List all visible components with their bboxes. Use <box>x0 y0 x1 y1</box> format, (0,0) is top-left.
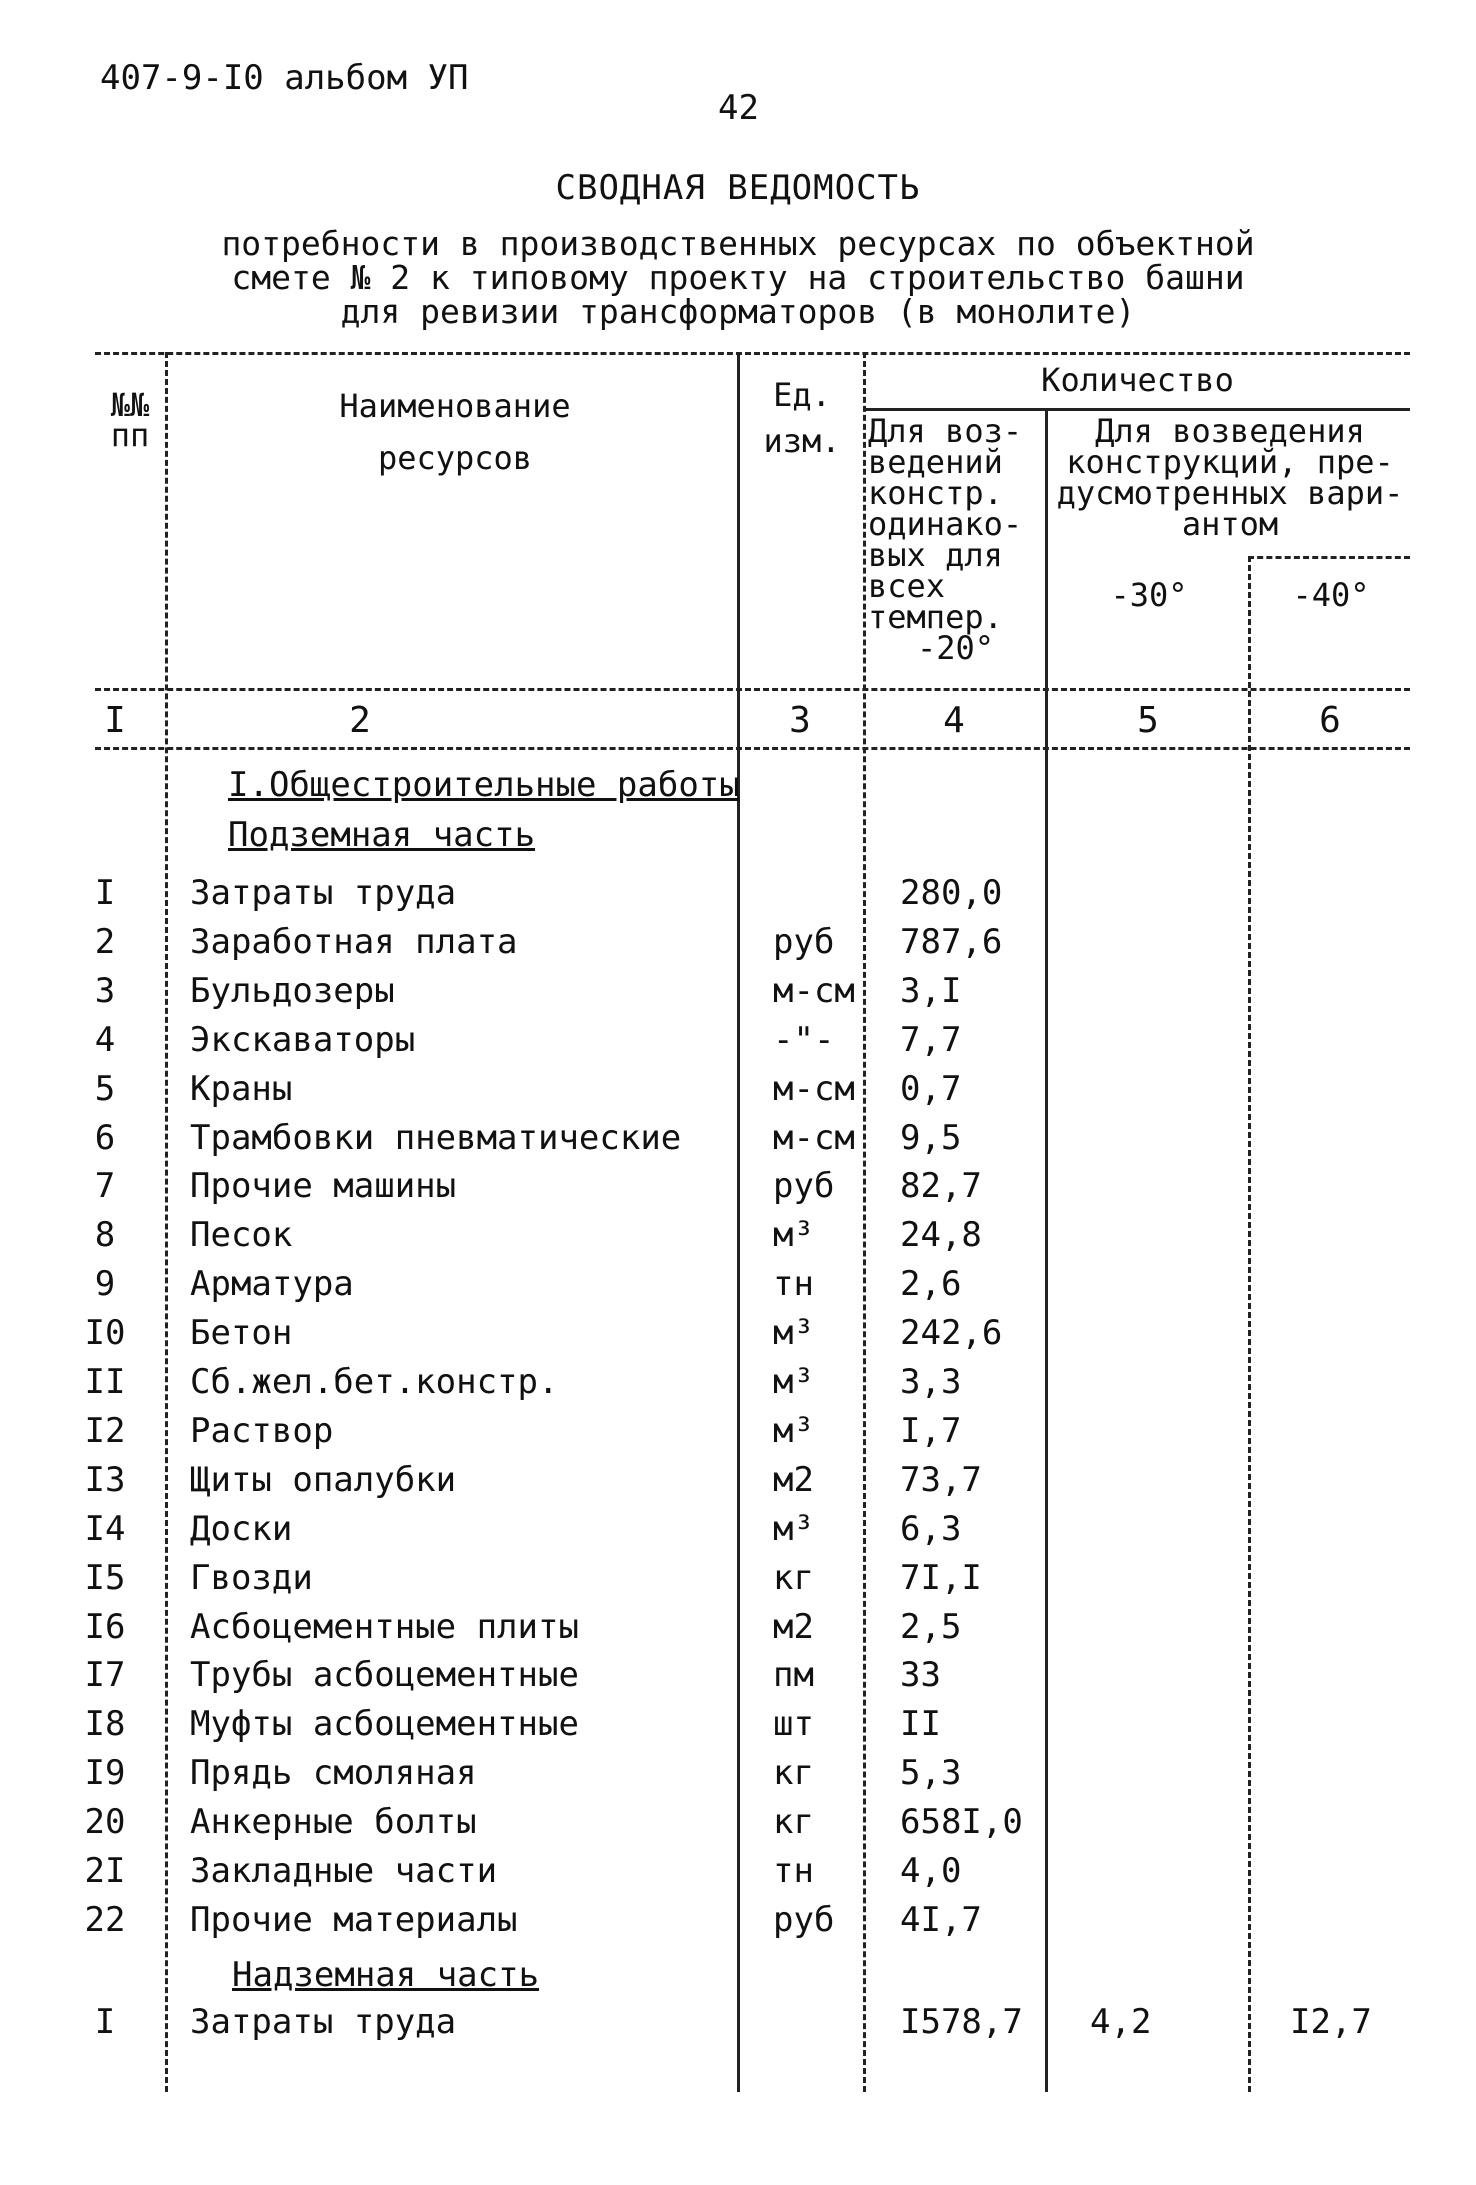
qty-col4: 4I,7 <box>900 1899 982 1940</box>
table-row <box>0 1607 1476 1656</box>
resource-name: Заработная плата <box>190 921 518 962</box>
header-name-line2: ресурсов <box>377 439 533 477</box>
resource-name: Трубы асбоцементные <box>190 1655 579 1696</box>
row-number: 2 <box>94 921 116 962</box>
qty-col5: 4,2 <box>1090 2002 1152 2042</box>
header-unit <box>742 372 862 464</box>
subtitle-line-2: смете № 2 к типовому проекту на строительство башни <box>231 258 1245 297</box>
qty-col4: 5,3 <box>900 1753 962 1794</box>
unit: м-см <box>773 1117 855 1158</box>
resource-name: Краны <box>190 1068 293 1109</box>
qty-col4: 658I,0 <box>900 1802 1023 1843</box>
table-row <box>0 1851 1476 1900</box>
row-number: 6 <box>94 1117 116 1158</box>
row-number: I4 <box>84 1508 126 1549</box>
resource-name: Трамбовки пневматические <box>190 1117 682 1158</box>
row-number: 4 <box>94 1019 116 1060</box>
row-number: I9 <box>84 1753 126 1794</box>
unit: тн <box>773 1264 814 1305</box>
colnum-2: 2 <box>349 700 371 741</box>
unit: м³ <box>773 1215 814 1256</box>
row-number: 7 <box>94 1166 116 1207</box>
row-number: I7 <box>84 1655 126 1696</box>
qty-col4: 7,7 <box>900 1019 962 1060</box>
variant-line3: дусмотренных вари- <box>1056 474 1404 512</box>
table-row <box>0 1704 1476 1753</box>
header-num-line2: пп <box>110 416 150 454</box>
table-row <box>0 873 1476 922</box>
table-row <box>0 1509 1476 1558</box>
unit: тн <box>773 1851 814 1891</box>
resource-name: Бетон <box>190 1313 293 1354</box>
row-number: I <box>94 873 116 913</box>
row-number: 20 <box>84 1802 126 1843</box>
unit: -"- <box>773 1019 835 1060</box>
resource-name: Затраты труда <box>190 873 457 913</box>
header-name <box>170 380 740 484</box>
qty-col4: 2,5 <box>900 1606 962 1647</box>
qty-col4: 3,3 <box>900 1362 962 1402</box>
table-row <box>0 1460 1476 1509</box>
subsection-underground: Подземная часть <box>228 815 536 855</box>
header-num-line1: №№ <box>110 386 150 424</box>
table-row <box>0 1215 1476 1264</box>
row-number: 3 <box>94 970 116 1011</box>
qty-col4: 24,8 <box>900 1215 982 1256</box>
unit: кг <box>773 1557 814 1598</box>
subsection-aboveground: Надземная часть <box>232 1955 540 1995</box>
unit: м³ <box>773 1508 814 1549</box>
unit: кг <box>773 1802 814 1843</box>
colnum-6: 6 <box>1319 700 1341 741</box>
qty-col4: 787,6 <box>900 921 1003 962</box>
row-number: I3 <box>84 1459 126 1500</box>
row-number: 22 <box>84 1899 126 1940</box>
qty-col4: 242,6 <box>900 1313 1003 1354</box>
unit: шт <box>773 1704 814 1745</box>
row-number: I2 <box>84 1410 126 1451</box>
qty-col4: 73,7 <box>900 1459 982 1500</box>
table-row <box>0 1118 1476 1167</box>
col4-line2: ведений <box>868 443 1003 481</box>
variant-line4: антом <box>1181 505 1279 543</box>
table-row <box>0 1411 1476 1460</box>
qty-col4: 82,7 <box>900 1166 982 1207</box>
subtitle-line-1: потребности в производственных ресурсах по объектной <box>221 224 1255 263</box>
colnum-bottom-rule <box>95 747 1410 750</box>
qty-col4: 0,7 <box>900 1068 962 1109</box>
row-number: I5 <box>84 1557 126 1598</box>
qty-col4: 33 <box>900 1655 941 1696</box>
header-unit-line2: изм. <box>763 422 841 460</box>
unit: м2 <box>773 1606 814 1647</box>
header-name-line1: Наименование <box>339 387 571 425</box>
page-number: 42 <box>718 88 759 128</box>
row-number: II <box>84 1362 126 1402</box>
qty-col4: II <box>900 1704 941 1745</box>
qty-col4: 280,0 <box>900 873 1003 913</box>
row-number: I8 <box>84 1704 126 1745</box>
variant-line2: конструкций, пре- <box>1066 443 1394 481</box>
table-row <box>0 1264 1476 1313</box>
table-row <box>0 971 1476 1020</box>
table-row <box>0 1166 1476 1215</box>
col4-line7: темпер. <box>868 598 1003 636</box>
resource-name: Доски <box>190 1508 293 1549</box>
unit: м-см <box>773 1068 855 1109</box>
row-number: I <box>94 2002 116 2042</box>
unit: пм <box>773 1655 814 1696</box>
table-row <box>0 1802 1476 1851</box>
header-bottom-rule <box>95 688 1410 691</box>
table-row <box>0 1558 1476 1607</box>
section-title: I.Общестроительные работы <box>228 765 740 805</box>
variant-rule <box>1248 556 1410 559</box>
document-title: СВОДНАЯ ВЕДОМОСТЬ <box>555 168 921 208</box>
resource-name: Асбоцементные плиты <box>190 1606 579 1647</box>
quantity-rule <box>865 408 1410 411</box>
row-number: 8 <box>94 1215 116 1256</box>
table-row <box>0 1753 1476 1802</box>
row-number: 9 <box>94 1264 116 1305</box>
table-row <box>0 1900 1476 1949</box>
header-col4 <box>868 412 1043 667</box>
colnum-3: 3 <box>789 700 811 741</box>
row-number: I0 <box>84 1313 126 1354</box>
unit: м³ <box>773 1313 814 1354</box>
header-col5: -30° <box>1110 576 1188 614</box>
unit: руб <box>773 1166 835 1207</box>
table-row <box>0 2002 1476 2051</box>
qty-col4: 3,I <box>900 970 962 1011</box>
variant-line1: Для возведения <box>1095 412 1365 450</box>
header-variant-group <box>1050 412 1410 543</box>
colnum-1: I <box>104 700 126 741</box>
resource-name: Экскаваторы <box>190 1019 416 1060</box>
qty-col6: I2,7 <box>1290 2002 1372 2042</box>
col4-line4: одинако- <box>868 505 1023 543</box>
resource-name: Прядь смоляная <box>190 1753 477 1794</box>
qty-col4: I,7 <box>900 1410 962 1451</box>
unit: кг <box>773 1753 814 1794</box>
col4-line6: всех <box>868 567 946 605</box>
resource-name: Песок <box>190 1215 293 1256</box>
unit: м2 <box>773 1459 814 1500</box>
resource-name: Анкерные болты <box>190 1802 477 1843</box>
qty-col4: 6,3 <box>900 1508 962 1549</box>
col4-line3: констр. <box>868 474 1003 512</box>
header-quantity: Количество <box>1041 361 1234 399</box>
unit: м³ <box>773 1410 814 1451</box>
unit: руб <box>773 1899 835 1940</box>
header-col6: -40° <box>1292 576 1370 614</box>
col4-line1: Для воз- <box>868 412 1023 450</box>
album-code: 407-9-I0 альбом УП <box>100 58 469 98</box>
unit: м-см <box>773 970 855 1011</box>
resource-name: Арматура <box>190 1264 354 1305</box>
qty-col4: 4,0 <box>900 1851 962 1891</box>
row-number: 5 <box>94 1068 116 1109</box>
resource-name: Щиты опалубки <box>190 1459 457 1500</box>
resource-name: Гвозди <box>190 1557 313 1598</box>
qty-col4: 7I,I <box>900 1557 982 1598</box>
table-row <box>0 1313 1476 1362</box>
header-num <box>95 386 165 454</box>
resource-name: Затраты труда <box>190 2002 457 2042</box>
qty-col4: I578,7 <box>900 2002 1023 2042</box>
unit: руб <box>773 921 835 962</box>
col4-line8: -20° <box>916 629 995 667</box>
subtitle-line-3: для ревизии трансформаторов (в монолите) <box>340 292 1136 331</box>
table-row <box>0 1069 1476 1118</box>
colnum-4: 4 <box>943 700 965 741</box>
header-unit-line1: Ед. <box>773 376 831 414</box>
qty-col4: 9,5 <box>900 1117 962 1158</box>
resource-name: Сб.жел.бет.констр. <box>190 1362 559 1402</box>
qty-col4: 2,6 <box>900 1264 962 1305</box>
table-row <box>0 1655 1476 1704</box>
resource-name: Прочие машины <box>190 1166 457 1207</box>
row-number: I6 <box>84 1606 126 1647</box>
colnum-5: 5 <box>1137 700 1159 741</box>
resource-name: Раствор <box>190 1410 334 1451</box>
col4-line5: вых для <box>868 536 1003 574</box>
resource-name: Закладные части <box>190 1851 498 1891</box>
resource-name: Муфты асбоцементные <box>190 1704 579 1745</box>
table-row <box>0 1020 1476 1069</box>
resource-name: Прочие материалы <box>190 1899 518 1940</box>
table-top-rule <box>95 352 1410 355</box>
unit: м³ <box>773 1362 814 1402</box>
resource-name: Бульдозеры <box>190 970 395 1011</box>
table-row <box>0 1362 1476 1411</box>
table-row <box>0 922 1476 971</box>
row-number: 2I <box>84 1851 126 1891</box>
